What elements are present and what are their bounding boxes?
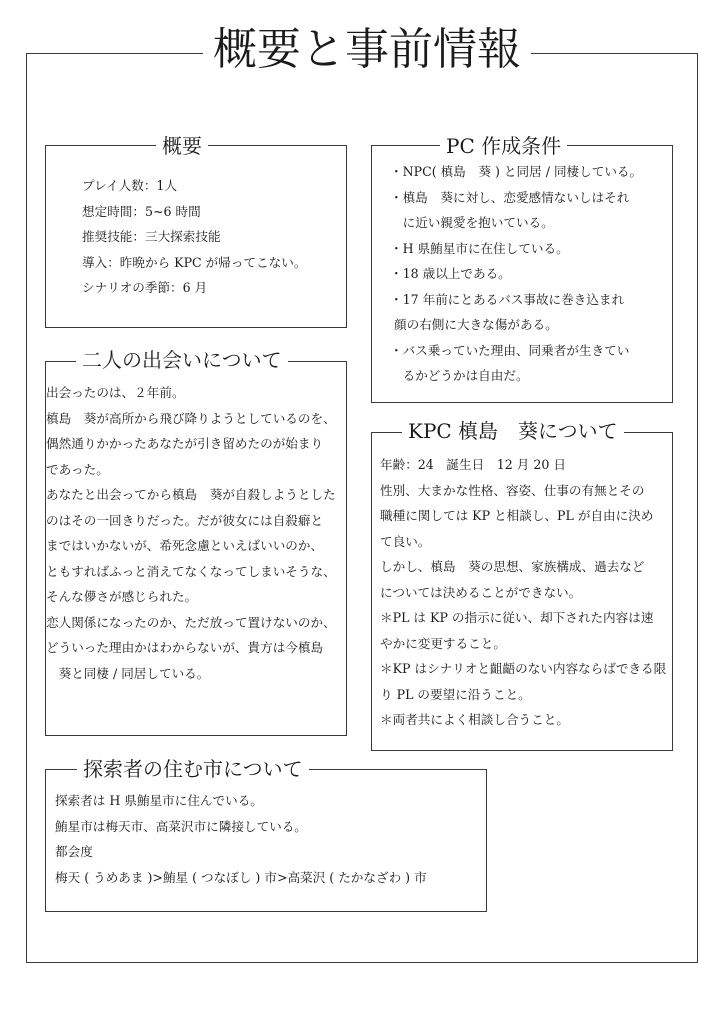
city-line: 都会度 (55, 844, 93, 859)
city-line: 鮪星市は梅天市、高菜沢市に隣接している。 (55, 818, 307, 834)
city-line: 梅天 ( うめあま )>鮪星 ( つなぼし ) 市>高菜沢 ( たかなざわ ) 市 (55, 869, 427, 885)
kpc-line: 年齢：24 誕生日 12 月 20 日 (380, 457, 567, 472)
city-lines (55, 788, 427, 890)
kpc-line: ＊KP はシナリオと齟齬のない内容ならばできる限 (380, 661, 667, 676)
city-title: 探索者の住む市について (77, 759, 309, 779)
meeting-line: あなたと出会ってから槙島 葵が自殺しようとした (46, 487, 336, 502)
summary-line: プレイ人数：1人 (82, 178, 178, 193)
meeting-line: 恋人関係になったのか、ただ放って置けないのか、 (46, 614, 336, 630)
pc-condition-line: るかどうかは自由だ。 (390, 368, 529, 383)
kpc-lines (380, 452, 666, 733)
meeting-line: 葵と同棲 / 同居している。 (46, 665, 210, 681)
kpc-line: ＊両者共によく相談し合うこと。 (380, 712, 569, 727)
kpc-line: り PL の要望に沿うこと。 (380, 686, 531, 702)
meeting-line: ともすればふっと消えてなくなってしまいそうな、 (46, 563, 336, 579)
kpc-line: 性別、大まかな性格、容姿、仕事の有無とその (380, 482, 645, 498)
summary-line: 導入：昨晩から KPC が帰ってこない。 (82, 254, 307, 270)
pc-conditions-title: PC 作成条件 (440, 136, 567, 156)
meeting-line: 槙島 葵が高所から飛び降りようとしているのを、 (46, 410, 336, 426)
meeting-title: 二人の出会いについて (76, 350, 288, 370)
summary-lines (82, 173, 306, 301)
summary-title: 概要 (156, 136, 208, 156)
pc-condition-line: ・バス乗っていた理由、同乗者が生きてい (390, 342, 630, 358)
meeting-lines (46, 380, 336, 686)
city-line: 探索者は H 県鮪星市に住んでいる。 (55, 793, 263, 808)
kpc-line: しかし、槙島 葵の思想、家族構成、過去など (380, 559, 645, 574)
pc-condition-line: 顔の右側に大きな傷がある。 (394, 317, 558, 332)
kpc-line: ＊PL は KP の指示に従い、却下された内容は速 (380, 610, 654, 625)
pc-condition-line: に近い親愛を抱いている。 (390, 215, 554, 230)
summary-line: シナリオの季節：6 月 (82, 280, 208, 295)
kpc-line: については決めることができない。 (380, 584, 582, 600)
meeting-line: そんな儚さが感じられた。 (46, 589, 198, 604)
meeting-line: 偶然通りかかったあなたが引き留めたのが始まり (46, 436, 324, 451)
page-title: 概要と事前情報 (203, 28, 531, 72)
pc-condition-line: ・17 年前にとあるバス事故に巻き込まれ (390, 291, 625, 307)
kpc-line: やかに変更すること。 (380, 635, 506, 651)
summary-line: 想定時間：5~6 時間 (82, 203, 201, 219)
kpc-line: 職種に関しては KP と相談し、PL が自由に決め (380, 508, 654, 523)
meeting-line: どういった理由かはわからないが、貴方は今槙島 (46, 640, 324, 655)
pc-condition-line: ・18 歳以上である。 (390, 266, 511, 281)
kpc-title: KPC 槙島 葵について (402, 421, 624, 441)
pc-condition-line: ・H 県鮪星市に在住している。 (390, 240, 569, 256)
summary-line: 推奨技能：三大探索技能 (82, 229, 221, 244)
kpc-line: て良い。 (380, 533, 431, 549)
meeting-line: まではいかないが、希死念慮といえばいいのか、 (46, 538, 324, 553)
pc-conditions-lines (390, 159, 642, 389)
meeting-line: 出会ったのは、２年前。 (46, 385, 185, 400)
meeting-line: のはその一回きりだった。だが彼女には自殺癖と (46, 512, 324, 528)
pc-condition-line: ・槙島 葵に対し、恋愛感情ないしはそれ (390, 189, 630, 205)
meeting-line: であった。 (46, 461, 109, 477)
pc-condition-line: ・NPC( 槙島 葵 ) と同居 / 同棲している。 (390, 164, 643, 179)
